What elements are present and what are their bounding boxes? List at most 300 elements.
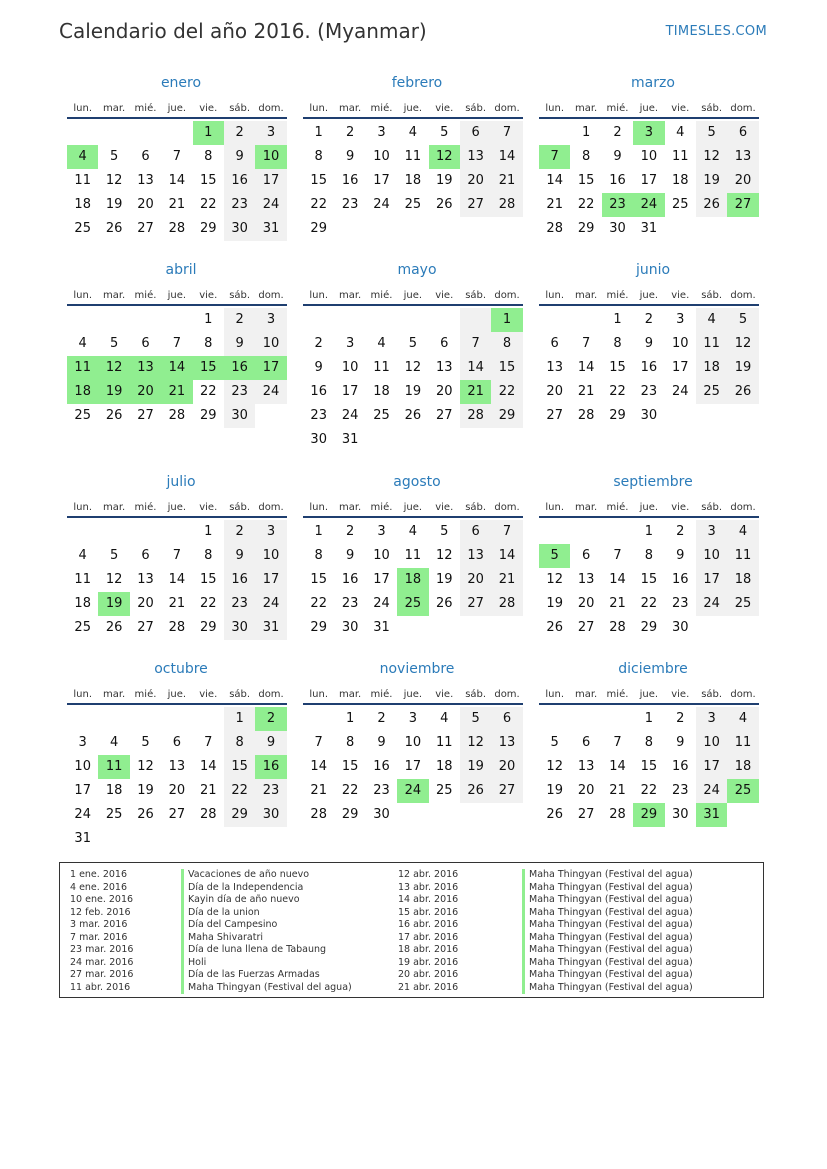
holiday-day: 5	[539, 544, 570, 568]
day-cell: 27	[577, 807, 595, 822]
legend-date: 23 mar. 2016	[70, 944, 134, 955]
day-cell: 6	[172, 735, 181, 750]
day-grid	[303, 707, 523, 827]
weekday-label: sáb.	[229, 689, 251, 700]
day-cell: 26	[460, 779, 491, 803]
weekday-label: jue.	[639, 290, 659, 301]
day-cell: 8	[204, 548, 213, 563]
weekday-label: dom.	[258, 290, 284, 301]
day-cell: 9	[676, 548, 685, 563]
empty-day	[98, 308, 129, 332]
legend-date: 18 abr. 2016	[398, 944, 459, 955]
holiday-day: 27	[727, 193, 758, 217]
day-cell: 16	[609, 173, 626, 188]
day-cell: 19	[460, 755, 491, 779]
month-name: febrero	[391, 75, 443, 91]
holiday-day: 20	[130, 380, 161, 404]
empty-day	[161, 308, 192, 332]
day-cell: 5	[109, 548, 119, 563]
weekday-label: jue.	[639, 502, 659, 513]
day-cell: 14	[546, 173, 563, 188]
day-cell: 16	[640, 360, 658, 375]
day-cell: 24	[255, 193, 286, 217]
day-cell: 4	[696, 308, 727, 332]
empty-day	[130, 121, 161, 145]
holiday-day: 16	[224, 356, 255, 380]
day-cell: 25	[74, 408, 91, 423]
day-cell: 27	[137, 221, 154, 236]
day-cell: 4	[78, 336, 87, 351]
day-cell: 4	[408, 125, 417, 140]
day-cell: 15	[341, 759, 359, 774]
day-cell: 24	[373, 596, 390, 611]
legend-holiday-name: Maha Thingyan (Festival del agua)	[522, 894, 693, 907]
day-cell: 28	[609, 807, 626, 822]
day-cell: 29	[341, 807, 359, 822]
day-cell: 11	[74, 173, 91, 188]
day-cell: 16	[341, 173, 359, 188]
day-cell: 4	[408, 524, 417, 539]
day-cell: 25	[373, 408, 390, 423]
month-julio	[67, 471, 287, 640]
day-cell: 28	[168, 408, 186, 423]
day-cell: 11	[74, 572, 91, 587]
weekday-label: jue.	[167, 689, 187, 700]
weekday-label: sáb.	[465, 502, 487, 513]
weekday-label: jue.	[403, 502, 423, 513]
weekday-label: lun.	[309, 502, 329, 513]
day-cell: 26	[105, 408, 123, 423]
weekday-label: mar.	[574, 689, 598, 700]
day-cell: 27	[137, 620, 154, 635]
day-cell: 7	[613, 735, 622, 750]
day-cell: 29	[491, 404, 522, 428]
day-cell: 11	[727, 544, 758, 568]
empty-day	[67, 520, 98, 544]
month-name: agosto	[393, 474, 441, 490]
empty-day	[67, 121, 98, 145]
weekday-label: mié.	[606, 502, 629, 513]
day-cell: 6	[581, 735, 591, 750]
day-grid	[539, 707, 759, 827]
day-cell: 5	[440, 524, 449, 539]
empty-day	[570, 520, 601, 544]
day-cell: 2	[676, 711, 685, 726]
day-cell: 5	[408, 336, 417, 351]
day-cell: 7	[172, 336, 181, 351]
weekday-label: jue.	[403, 689, 423, 700]
day-cell: 31	[255, 217, 286, 241]
month-name: marzo	[631, 75, 675, 91]
month-name: noviembre	[379, 661, 455, 677]
day-cell: 29	[199, 221, 217, 236]
day-cell: 8	[314, 149, 323, 164]
empty-day	[397, 308, 428, 332]
day-cell: 23	[224, 380, 255, 404]
day-cell: 26	[696, 193, 727, 217]
month-name: julio	[166, 474, 196, 490]
day-cell: 8	[581, 149, 591, 164]
day-cell: 11	[696, 332, 727, 356]
day-cell: 30	[224, 217, 255, 241]
month-name: enero	[160, 75, 202, 91]
weekday-label: dom.	[494, 290, 520, 301]
day-cell: 7	[460, 332, 491, 356]
day-cell: 14	[310, 759, 327, 774]
day-cell: 1	[345, 711, 355, 726]
day-cell: 8	[224, 731, 255, 755]
day-cell: 3	[255, 121, 286, 145]
weekday-label: dom.	[494, 689, 520, 700]
day-cell: 12	[105, 572, 123, 587]
day-cell: 2	[613, 125, 622, 140]
day-cell: 11	[671, 149, 689, 164]
day-cell: 8	[345, 735, 355, 750]
legend-holiday-name: Día de luna llena de Tabaung	[181, 944, 352, 957]
day-grid	[67, 121, 287, 241]
weekday-label: mar.	[338, 103, 362, 114]
day-cell: 9	[255, 731, 286, 755]
weekday-label: vie.	[435, 290, 454, 301]
day-cell: 31	[373, 620, 390, 635]
empty-day	[303, 707, 334, 731]
empty-day	[429, 308, 460, 332]
holiday-day: 19	[98, 380, 129, 404]
day-cell: 15	[640, 759, 658, 774]
day-cell: 21	[609, 596, 626, 611]
day-cell: 23	[373, 783, 390, 798]
weekday-label: lun.	[73, 502, 93, 513]
day-cell: 7	[613, 548, 622, 563]
weekday-label: sáb.	[701, 290, 723, 301]
day-cell: 5	[460, 707, 491, 731]
day-grid	[303, 520, 523, 640]
weekday-label: sáb.	[701, 103, 723, 114]
day-cell: 12	[137, 759, 154, 774]
empty-day	[161, 121, 192, 145]
day-cell: 11	[727, 731, 758, 755]
day-cell: 14	[491, 145, 522, 169]
legend-names-left	[181, 869, 352, 994]
day-cell: 30	[310, 432, 327, 447]
month-junio	[539, 259, 759, 428]
weekday-label: sáb.	[229, 290, 251, 301]
day-cell: 15	[199, 572, 217, 587]
day-cell: 13	[546, 360, 563, 375]
day-cell: 19	[404, 384, 422, 399]
empty-day	[460, 308, 491, 332]
weekday-label: jue.	[167, 290, 187, 301]
day-cell: 29	[224, 803, 255, 827]
legend-date: 3 mar. 2016	[70, 919, 128, 930]
day-cell: 16	[671, 572, 689, 587]
day-cell: 27	[460, 592, 491, 616]
day-cell: 9	[224, 544, 255, 568]
day-cell: 22	[310, 596, 327, 611]
day-cell: 5	[109, 336, 119, 351]
empty-day	[193, 707, 224, 731]
day-cell: 23	[341, 596, 359, 611]
empty-day	[303, 308, 334, 332]
day-cell: 18	[727, 755, 758, 779]
legend-holiday-name: Maha Thingyan (Festival del agua)	[522, 919, 693, 932]
legend-holiday-name: Maha Thingyan (Festival del agua)	[522, 882, 693, 895]
day-cell: 29	[640, 620, 658, 635]
day-cell: 9	[377, 735, 386, 750]
day-cell: 18	[105, 783, 123, 798]
day-cell: 9	[644, 336, 653, 351]
day-cell: 26	[727, 380, 758, 404]
day-cell: 12	[546, 572, 563, 587]
day-cell: 31	[255, 616, 286, 640]
day-cell: 31	[341, 432, 359, 447]
weekday-label: jue.	[403, 290, 423, 301]
weekday-label: mar.	[574, 502, 598, 513]
legend-holiday-name: Maha Thingyan (Festival del agua)	[522, 982, 693, 995]
weekday-header	[303, 281, 523, 306]
weekday-label: lun.	[545, 502, 565, 513]
day-cell: 3	[696, 707, 727, 731]
day-cell: 3	[255, 308, 286, 332]
legend-date: 21 abr. 2016	[398, 981, 459, 993]
legend-dates-right	[398, 869, 458, 994]
day-cell: 22	[224, 779, 255, 803]
day-cell: 28	[310, 807, 327, 822]
holiday-day: 24	[633, 193, 664, 217]
day-cell: 20	[137, 197, 154, 212]
empty-day	[98, 520, 129, 544]
weekday-label: vie.	[671, 502, 690, 513]
day-cell: 21	[491, 169, 522, 193]
weekday-label: lun.	[545, 103, 565, 114]
day-cell: 21	[310, 783, 327, 798]
month-name: junio	[635, 262, 671, 278]
day-cell: 19	[435, 572, 453, 587]
day-cell: 10	[74, 759, 91, 774]
day-cell: 28	[577, 408, 595, 423]
holiday-day: 10	[255, 145, 286, 169]
day-cell: 24	[255, 592, 286, 616]
day-cell: 13	[435, 360, 453, 375]
empty-day	[98, 121, 129, 145]
empty-day	[570, 308, 601, 332]
legend-date: 7 mar. 2016	[70, 931, 128, 943]
day-cell: 30	[341, 620, 359, 635]
day-cell: 5	[727, 308, 758, 332]
weekday-label: vie.	[199, 103, 218, 114]
day-cell: 27	[546, 408, 563, 423]
day-cell: 14	[168, 173, 186, 188]
day-cell: 1	[644, 711, 653, 726]
day-cell: 14	[609, 759, 626, 774]
month-name: abril	[165, 262, 197, 278]
legend-date: 12 feb. 2016	[70, 906, 131, 918]
legend-date: 27 mar. 2016	[70, 969, 134, 980]
legend-holiday-name: Kayin día de año nuevo	[181, 894, 352, 907]
day-cell: 12	[696, 145, 727, 169]
day-cell: 1	[314, 524, 323, 539]
weekday-label: jue.	[403, 103, 423, 114]
day-cell: 15	[491, 356, 522, 380]
day-cell: 13	[460, 544, 491, 568]
day-cell: 27	[491, 779, 522, 803]
day-cell: 25	[435, 783, 453, 798]
day-cell: 3	[676, 312, 685, 327]
day-cell: 13	[137, 572, 154, 587]
day-cell: 20	[460, 169, 491, 193]
legend-date: 20 abr. 2016	[398, 969, 459, 980]
day-cell: 3	[255, 520, 286, 544]
day-cell: 24	[696, 779, 727, 803]
month-febrero	[303, 72, 523, 241]
legend-holiday-name: Día de la union	[181, 907, 352, 920]
holiday-legend	[59, 862, 764, 998]
legend-date: 4 ene. 2016	[70, 881, 127, 893]
day-cell: 24	[255, 380, 286, 404]
day-cell: 18	[74, 596, 91, 611]
day-cell: 30	[640, 408, 658, 423]
weekday-label: lun.	[73, 689, 93, 700]
day-cell: 16	[373, 759, 390, 774]
day-cell: 8	[491, 332, 522, 356]
day-cell: 9	[314, 360, 323, 375]
weekday-header	[539, 680, 759, 705]
day-cell: 14	[460, 356, 491, 380]
day-cell: 19	[137, 783, 154, 798]
weekday-label: mar.	[338, 689, 362, 700]
day-cell: 29	[199, 408, 217, 423]
holiday-day: 4	[67, 145, 98, 169]
day-cell: 2	[377, 711, 386, 726]
weekday-label: mié.	[134, 689, 157, 700]
weekday-label: lun.	[545, 290, 565, 301]
day-grid	[67, 520, 287, 640]
day-cell: 11	[404, 149, 422, 164]
day-cell: 2	[224, 121, 255, 145]
day-cell: 14	[199, 759, 217, 774]
day-cell: 26	[435, 197, 453, 212]
day-cell: 24	[671, 384, 689, 399]
day-cell: 10	[640, 149, 658, 164]
day-cell: 5	[696, 121, 727, 145]
holiday-day: 18	[67, 380, 98, 404]
legend-date: 17 abr. 2016	[398, 931, 459, 943]
empty-day	[130, 707, 161, 731]
holiday-day: 25	[727, 779, 758, 803]
day-cell: 29	[609, 408, 626, 423]
month-marzo	[539, 72, 759, 241]
weekday-label: lun.	[73, 103, 93, 114]
weekday-label: mié.	[606, 103, 629, 114]
day-cell: 16	[310, 384, 327, 399]
legend-holiday-name: Maha Thingyan (Festival del agua)	[522, 944, 693, 957]
day-cell: 16	[671, 759, 689, 774]
empty-day	[67, 707, 98, 731]
weekday-label: dom.	[258, 103, 284, 114]
legend-holiday-name: Maha Thingyan (Festival del agua)	[522, 869, 693, 882]
day-cell: 25	[404, 197, 422, 212]
holiday-day: 15	[193, 356, 224, 380]
brand-link[interactable]: TIMESLES.COM	[665, 24, 767, 39]
weekday-label: sáb.	[701, 689, 723, 700]
day-cell: 2	[224, 308, 255, 332]
weekday-header	[67, 281, 287, 306]
day-cell: 19	[546, 783, 563, 798]
day-cell: 6	[727, 121, 758, 145]
day-cell: 4	[109, 735, 119, 750]
legend-holiday-name: Día de las Fuerzas Armadas	[181, 969, 352, 982]
day-cell: 26	[546, 620, 563, 635]
holiday-day: 14	[161, 356, 192, 380]
day-grid	[539, 308, 759, 428]
day-cell: 22	[609, 384, 626, 399]
day-cell: 2	[676, 524, 685, 539]
day-cell: 3	[377, 125, 386, 140]
holiday-day: 21	[460, 380, 491, 404]
day-cell: 26	[435, 596, 453, 611]
day-cell: 9	[345, 548, 355, 563]
weekday-label: jue.	[167, 103, 187, 114]
day-cell: 13	[577, 572, 595, 587]
day-cell: 21	[168, 596, 186, 611]
legend-date: 14 abr. 2016	[398, 894, 459, 905]
day-cell: 20	[491, 755, 522, 779]
day-cell: 30	[255, 803, 286, 827]
holiday-day: 11	[67, 356, 98, 380]
day-cell: 15	[609, 360, 626, 375]
weekday-label: vie.	[199, 290, 218, 301]
holiday-day: 19	[98, 592, 129, 616]
legend-date: 1 ene. 2016	[70, 869, 127, 880]
day-cell: 23	[671, 783, 689, 798]
day-cell: 24	[74, 807, 91, 822]
day-cell: 16	[224, 169, 255, 193]
day-cell: 27	[577, 620, 595, 635]
weekday-label: mar.	[338, 502, 362, 513]
day-cell: 20	[168, 783, 186, 798]
weekday-label: lun.	[73, 290, 93, 301]
day-cell: 25	[671, 197, 689, 212]
day-cell: 17	[640, 173, 658, 188]
day-cell: 4	[727, 707, 758, 731]
page-title: Calendario del año 2016. (Myanmar)	[59, 19, 427, 43]
day-cell: 15	[199, 173, 217, 188]
day-cell: 14	[609, 572, 626, 587]
day-cell: 26	[105, 221, 123, 236]
day-cell: 18	[74, 197, 91, 212]
day-cell: 30	[609, 221, 626, 236]
weekday-label: jue.	[167, 502, 187, 513]
day-cell: 27	[435, 408, 453, 423]
day-cell: 17	[696, 755, 727, 779]
legend-holiday-name: Día del Campesino	[181, 919, 352, 932]
weekday-label: dom.	[258, 502, 284, 513]
day-cell: 17	[373, 173, 390, 188]
weekday-label: dom.	[730, 689, 756, 700]
day-cell: 22	[199, 197, 217, 212]
day-cell: 11	[435, 735, 453, 750]
day-cell: 3	[345, 336, 355, 351]
day-cell: 4	[78, 548, 87, 563]
weekday-label: vie.	[435, 689, 454, 700]
weekday-label: mar.	[102, 689, 126, 700]
holiday-day: 7	[539, 145, 570, 169]
day-cell: 10	[341, 360, 359, 375]
weekday-label: lun.	[309, 290, 329, 301]
weekday-label: mar.	[338, 290, 362, 301]
day-cell: 30	[224, 616, 255, 640]
day-cell: 14	[168, 572, 186, 587]
